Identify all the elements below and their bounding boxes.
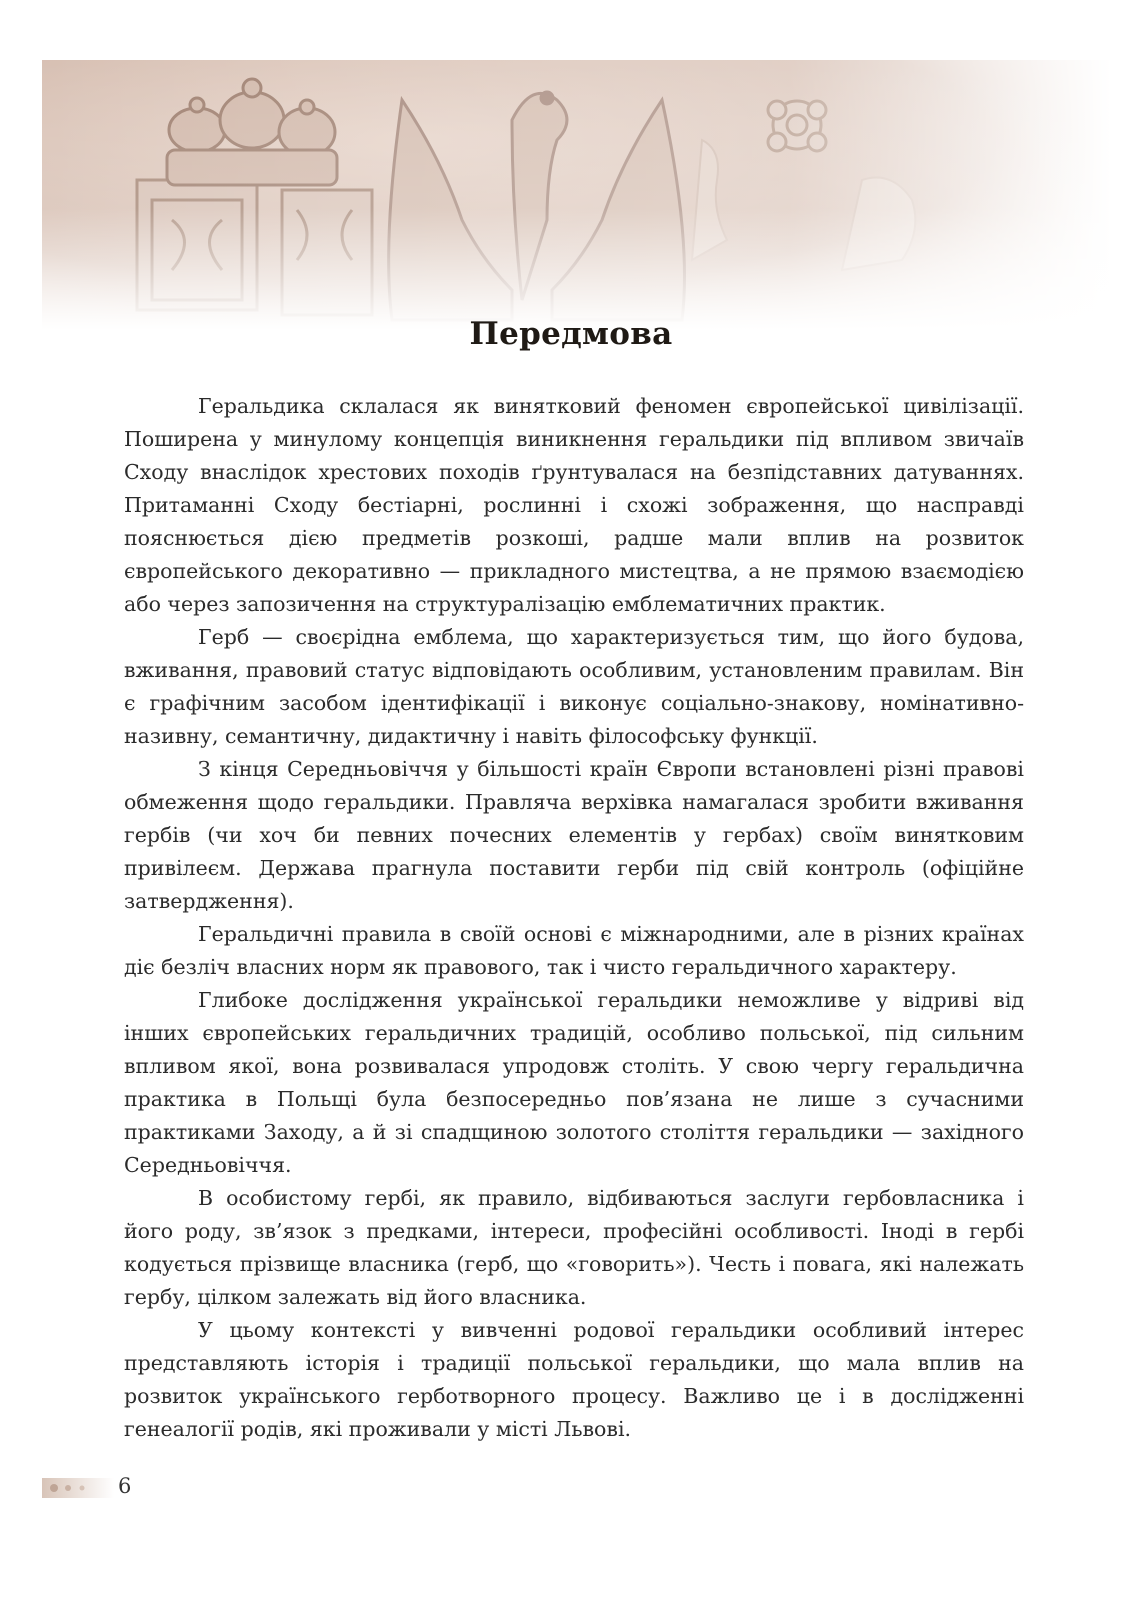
banner-relief [42,60,1112,330]
footer-ornament-image [42,1474,114,1502]
preface-body [124,390,1024,1446]
paragraph-2: Герб — своєрідна емблема, що характеризується тим, що його будова, вживання, правовий статус відповідають особливим, установленим правилам. Він є графічним засобом ідентифікації і виконує соціально-знакову, номінативно-називну, семантичну, дидактичну і навіть філософську функції. [124,625,1024,748]
page-title: Передмова [469,316,673,352]
paragraph-1: Геральдика склалася як винятковий феномен європейської цивілізації. Поширена у минулому концепція виникнення геральдики під впливом звичаїв Сходу внаслідок хрестових походів ґрунтувалася на безпідставних датуваннях. Притаманні Сходу бестіарні, рослинні і схожі зображення, що насправді пояснюється дією предметів розкоші, радше мали вплив на розвиток європейського декоративно — прикладного мистецтва, а не прямою взаємодією або через запозичення на структуралізацію емблематичних практик. [124,394,1024,616]
page-number: 6 [118,1474,132,1498]
paragraph-6: В особистому гербі, як правило, відбиваються заслуги гербовласника і його роду, зв’язок з предками, інтереси, професійні особливості. Іноді в гербі кодується прізвище власника (герб, що «говорить»). Честь і повага, які належать гербу, цілком залежать від його власника. [124,1186,1024,1309]
footer-ornament [42,1474,114,1502]
heraldic-relief-banner [42,60,1112,330]
paragraph-7: У цьому контексті у вивченні родової геральдики особливий інтерес представляють історія і традиції польської геральдики, що мала вплив на розвиток українського герботворного процесу. Важливо це і в дослідженні генеалогії родів, які проживали у місті Львові. [124,1318,1024,1441]
paragraph-3: З кінця Середньовіччя у більшості країн Європи встановлені різні правові обмеження щодо геральдики. Правляча верхівка намагалася зробити вживання гербів (чи хоч би певних почесних елементів у гербах) своїм винятковим привілеєм. Держава прагнула поставити герби під свій контроль (офіційне затвердження). [124,757,1024,913]
paragraph-4: Геральдичні правила в своїй основі є міжнародними, але в різних країнах діє безліч власних норм як правового, так і чисто геральдичного характеру. [124,922,1024,979]
paragraph-5: Глибоке дослідження української геральдики неможливе у відриві від інших європейських геральдичних традицій, особливо польської, під сильним впливом якої, вона розвивалася упродовж століть. У свою чергу геральдична практика в Польщі була безпосередньо пов’язана не лише з сучасними практиками Заходу, а й зі спадщиною золотого століття геральдики — західного Середньовіччя. [124,988,1024,1177]
